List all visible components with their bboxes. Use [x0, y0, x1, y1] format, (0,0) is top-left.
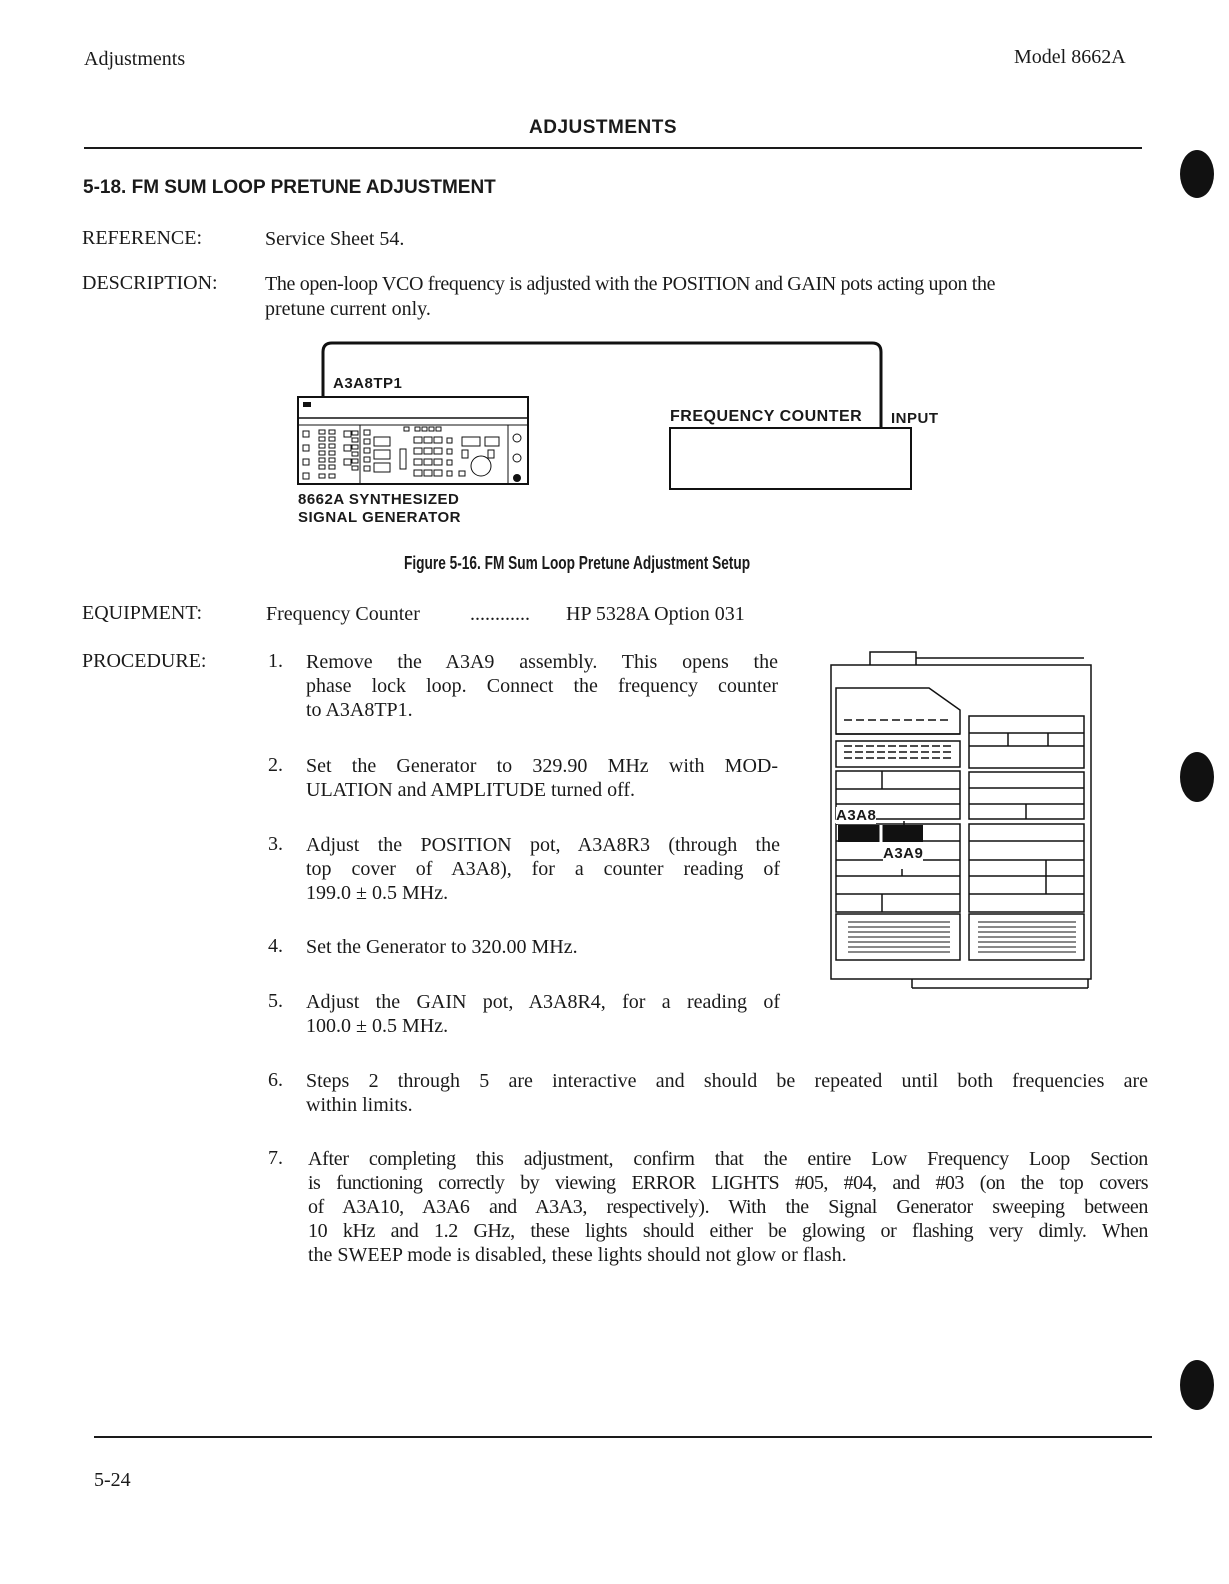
procedure-step-2: Set the Generator to 329.90 MHz with MOD- ULATION and AMPLITUDE turned off.: [306, 755, 778, 801]
step-number: 1.: [268, 650, 283, 672]
procedure-title: 5-18. FM SUM LOOP PRETUNE ADJUSTMENT: [83, 177, 496, 198]
punch-hole-mark: [1180, 150, 1214, 198]
equipment-label: EQUIPMENT:: [82, 602, 203, 624]
equipment-model: HP 5328A Option 031: [566, 603, 745, 625]
a3a9-label: A3A9: [883, 845, 924, 862]
step-number: 7.: [268, 1147, 283, 1169]
procedure-step-6: Steps 2 through 5 are interactive and should be repeated until both frequencies are within limits.: [306, 1070, 1148, 1116]
figure-caption: Figure 5-16. FM Sum Loop Pretune Adjustment Setup: [404, 553, 751, 573]
procedure-step-5: Adjust the GAIN pot, A3A8R4, for a reading of 100.0 ± 0.5 MHz.: [306, 991, 780, 1037]
setup-diagram: [290, 338, 970, 538]
generator-label-line-2: SIGNAL GENERATOR: [298, 509, 462, 526]
generator-label-line-1: 8662A SYNTHESIZED: [298, 491, 460, 508]
punch-hole-mark: [1180, 752, 1214, 802]
step-number: 2.: [268, 754, 283, 776]
test-point-label: A3A8TP1: [333, 375, 403, 392]
frequency-counter-box: [670, 428, 911, 489]
step-number: 3.: [268, 833, 283, 855]
step-number: 6.: [268, 1069, 283, 1091]
equipment-item: Frequency Counter: [266, 603, 420, 625]
counter-label: FREQUENCY COUNTER: [670, 408, 863, 425]
a3a8-label: A3A8: [836, 807, 877, 824]
running-header-right: Model 8662A: [1014, 46, 1126, 68]
header-rule: [84, 147, 1142, 149]
description-line-1: The open-loop VCO frequency is adjusted with the POSITION and GAIN pots acting upon the: [265, 273, 996, 295]
description-label: DESCRIPTION:: [82, 272, 218, 294]
reference-value: Service Sheet 54.: [265, 228, 405, 250]
procedure-label: PROCEDURE:: [82, 650, 207, 672]
step-number: 5.: [268, 990, 283, 1012]
description-line-2: pretune current only.: [265, 298, 431, 320]
procedure-step-3: Adjust the POSITION pot, A3A8R3 (through the top cover of A3A8), for a counter reading of 199.0 ± 0.5 MHz.: [306, 834, 780, 904]
signal-generator-drawing: [298, 397, 528, 484]
page-number: 5-24: [94, 1469, 131, 1491]
procedure-step-7: After completing this adjustment, confirm that the entire Low Frequency Loop Section is functioning correctly by viewing ERROR LIGHTS #05, #04, and #03 (on the top covers of A3A10, A3A6 and A3A3, respectively). With the Signal Generator sweeping between 10 kHz and 1.2 GHz, these lights should either be glowing or flashing very dimly. When the SWEEP mode is disabled, these lights should not glow or flash.: [308, 1148, 1148, 1266]
equipment-leader-dots: ............: [470, 603, 530, 625]
procedure-step-4: Set the Generator to 320.00 MHz.: [306, 936, 578, 958]
input-label: INPUT: [891, 410, 939, 427]
step-number: 4.: [268, 935, 283, 957]
reference-label: REFERENCE:: [82, 227, 203, 249]
section-heading: ADJUSTMENTS: [529, 117, 678, 138]
running-header-left: Adjustments: [84, 48, 186, 70]
procedure-step-1: Remove the A3A9 assembly. This opens the phase lock loop. Connect the frequency counter to A3A8TP1.: [306, 651, 778, 721]
punch-hole-mark: [1180, 1360, 1214, 1410]
footer-rule: [94, 1436, 1152, 1438]
